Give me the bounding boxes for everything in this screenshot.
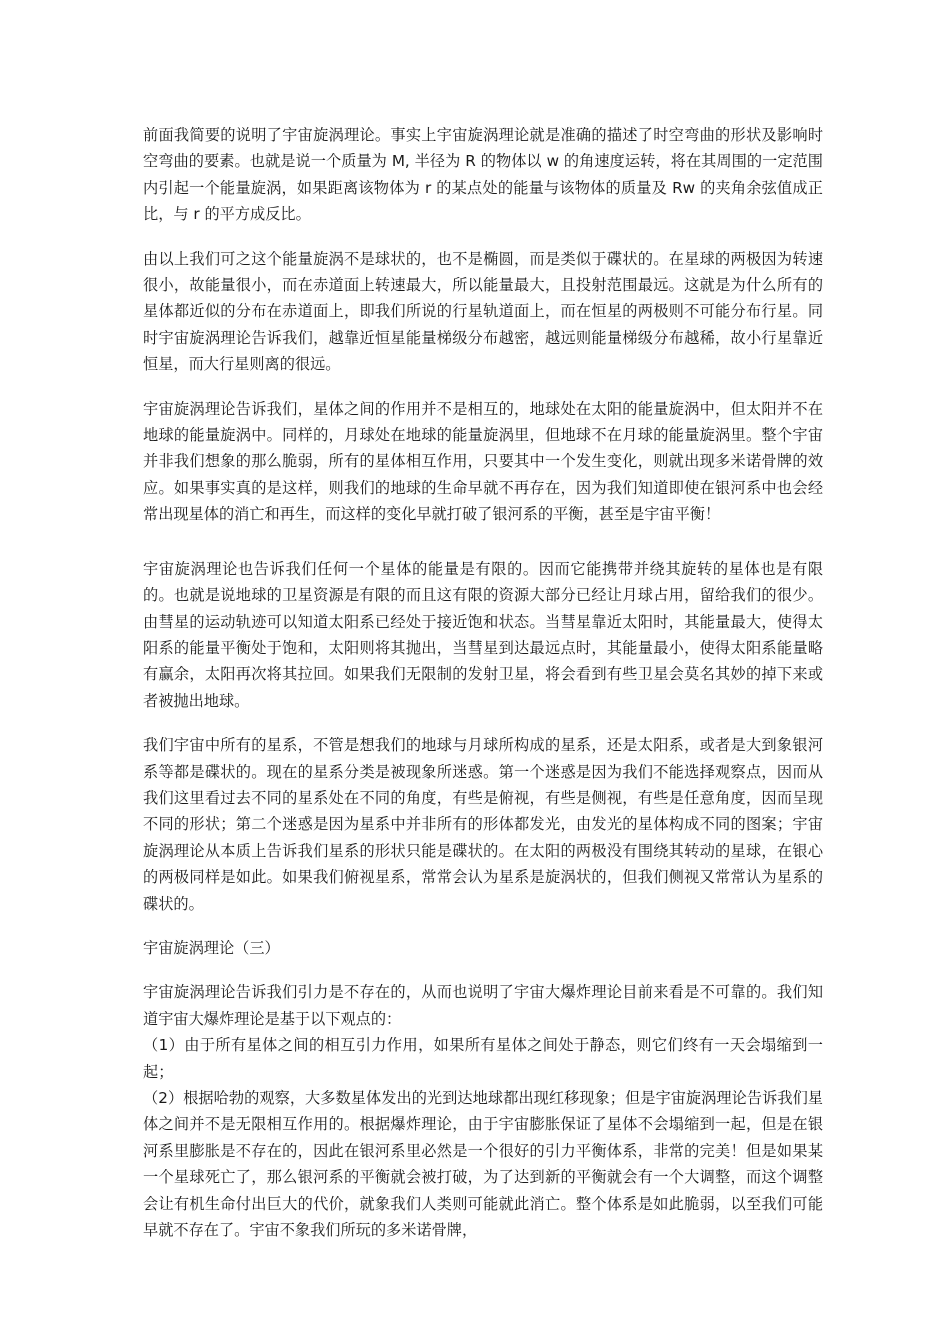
- paragraph-4: 宇宙旋涡理论也告诉我们任何一个星体的能量是有限的。因而它能携带并绕其旋转的星体也是有限的。也就是说地球的卫星资源是有限的而且这有限的资源大部分已经让月球占用，留给我们的很少。由彗星的运动轨迹可以知道太阳系已经处于接近饱和状态。当彗星靠近太阳时，其能量最大，使得太阳系的能量平衡处于饱和，太阳则将其抛出，当彗星到达最远点时，其能量最小，使得太阳系能量略有赢余，太阳再次将其拉回。如果我们无限制的发射卫星，将会看到有些卫星会莫名其妙的掉下来或者被抛出地球。: [143, 559, 823, 710]
- paragraph-3: 宇宙旋涡理论告诉我们，星体之间的作用并不是相互的，地球处在太阳的能量旋涡中，但太阳并不在地球的能量旋涡中。同样的，月球处在地球的能量旋涡里，但地球不在月球的能量旋涡里。整个宇宙并非我们想象的那么脆弱，所有的星体相互作用，只要其中一个发生变化，则就出现多米诺骨牌的效应。如果事实真的是这样，则我们的地球的生命早就不再存在，因为我们知道即使在银河系中也会经常出现星体的消亡和再生，而这样的变化早就打破了银河系的平衡，甚至是宇宙平衡！: [143, 399, 823, 524]
- document-page: [143, 122, 823, 1243]
- final-paragraph-intro: 宇宙旋涡理论告诉我们引力是不存在的，从而也说明了宇宙大爆炸理论目前来看是不可靠的。我们知道宇宙大爆炸理论是基于以下观点的：: [143, 983, 823, 1028]
- section-title: 宇宙旋涡理论（三）: [143, 938, 280, 957]
- final-section: [143, 979, 823, 1243]
- paragraph-1: 前面我简要的说明了宇宙旋涡理论。事实上宇宙旋涡理论就是准确的描述了时空弯曲的形状及影响时空弯曲的要素。也就是说一个质量为 M, 半径为 R 的物体以 w 的角速度运转，将在其周围的一定范围内引起一个能量旋涡，如果距离该物体为 r 的某点处的能量与该物体的质量及 Rw 的夹角余弦值成正比，与 r 的平方成反比。: [143, 126, 823, 224]
- final-paragraph-point-2: （2）根据哈勃的观察，大多数星体发出的光到达地球都出现红移现象；但是宇宙旋涡理论告诉我们星体之间并不是无限相互作用的。根据爆炸理论，由于宇宙膨胀保证了星体不会塌缩到一起，但是在银河系里膨胀是不存在的，因此在银河系里必然是一个很好的引力平衡体系，非常的完美！但是如果某一个星球死亡了，那么银河系的平衡就会被打破，为了达到新的平衡就会有一个大调整，而这个调整会让有机生命付出巨大的代价，就象我们人类则可能就此消亡。整个体系是如此脆弱，以至我们可能早就不存在了。宇宙不象我们所玩的多米诺骨牌，: [143, 1089, 823, 1240]
- paragraph-5: 我们宇宙中所有的星系，不管是想我们的地球与月球所构成的星系，还是太阳系，或者是大到象银河系等都是碟状的。现在的星系分类是被现象所迷惑。第一个迷惑是因为我们不能选择观察点，因而从我们这里看过去不同的星系处在不同的角度，有些是俯视，有些是侧视，有些是任意角度，因而呈现不同的形状；第二个迷惑是因为星系中并非所有的形体都发光，由发光的星体构成不同的图案；宇宙旋涡理论从本质上告诉我们星系的形状只能是碟状的。在太阳的两极没有围绕其转动的星球，在银心的两极同样是如此。如果我们俯视星系，常常会认为星系是旋涡状的，但我们侧视又常常认为星系的碟状的。: [143, 736, 823, 913]
- paragraph-2: 由以上我们可之这个能量旋涡不是球状的，也不是椭圆，而是类似于碟状的。在星球的两极因为转速很小，故能量很小，而在赤道面上转速最大，所以能量最大，且投射范围最远。这就是为什么所有的星体都近似的分布在赤道面上，即我们所说的行星轨道面上，而在恒星的两极则不可能分布行星。同时宇宙旋涡理论告诉我们，越靠近恒星能量梯级分布越密，越远则能量梯级分布越稀，故小行星靠近恒星，而大行星则离的很远。: [143, 249, 823, 374]
- final-paragraph-point-1: （1）由于所有星体之间的相互引力作用，如果所有星体之间处于静态，则它们终有一天会塌缩到一起；: [143, 1036, 823, 1081]
